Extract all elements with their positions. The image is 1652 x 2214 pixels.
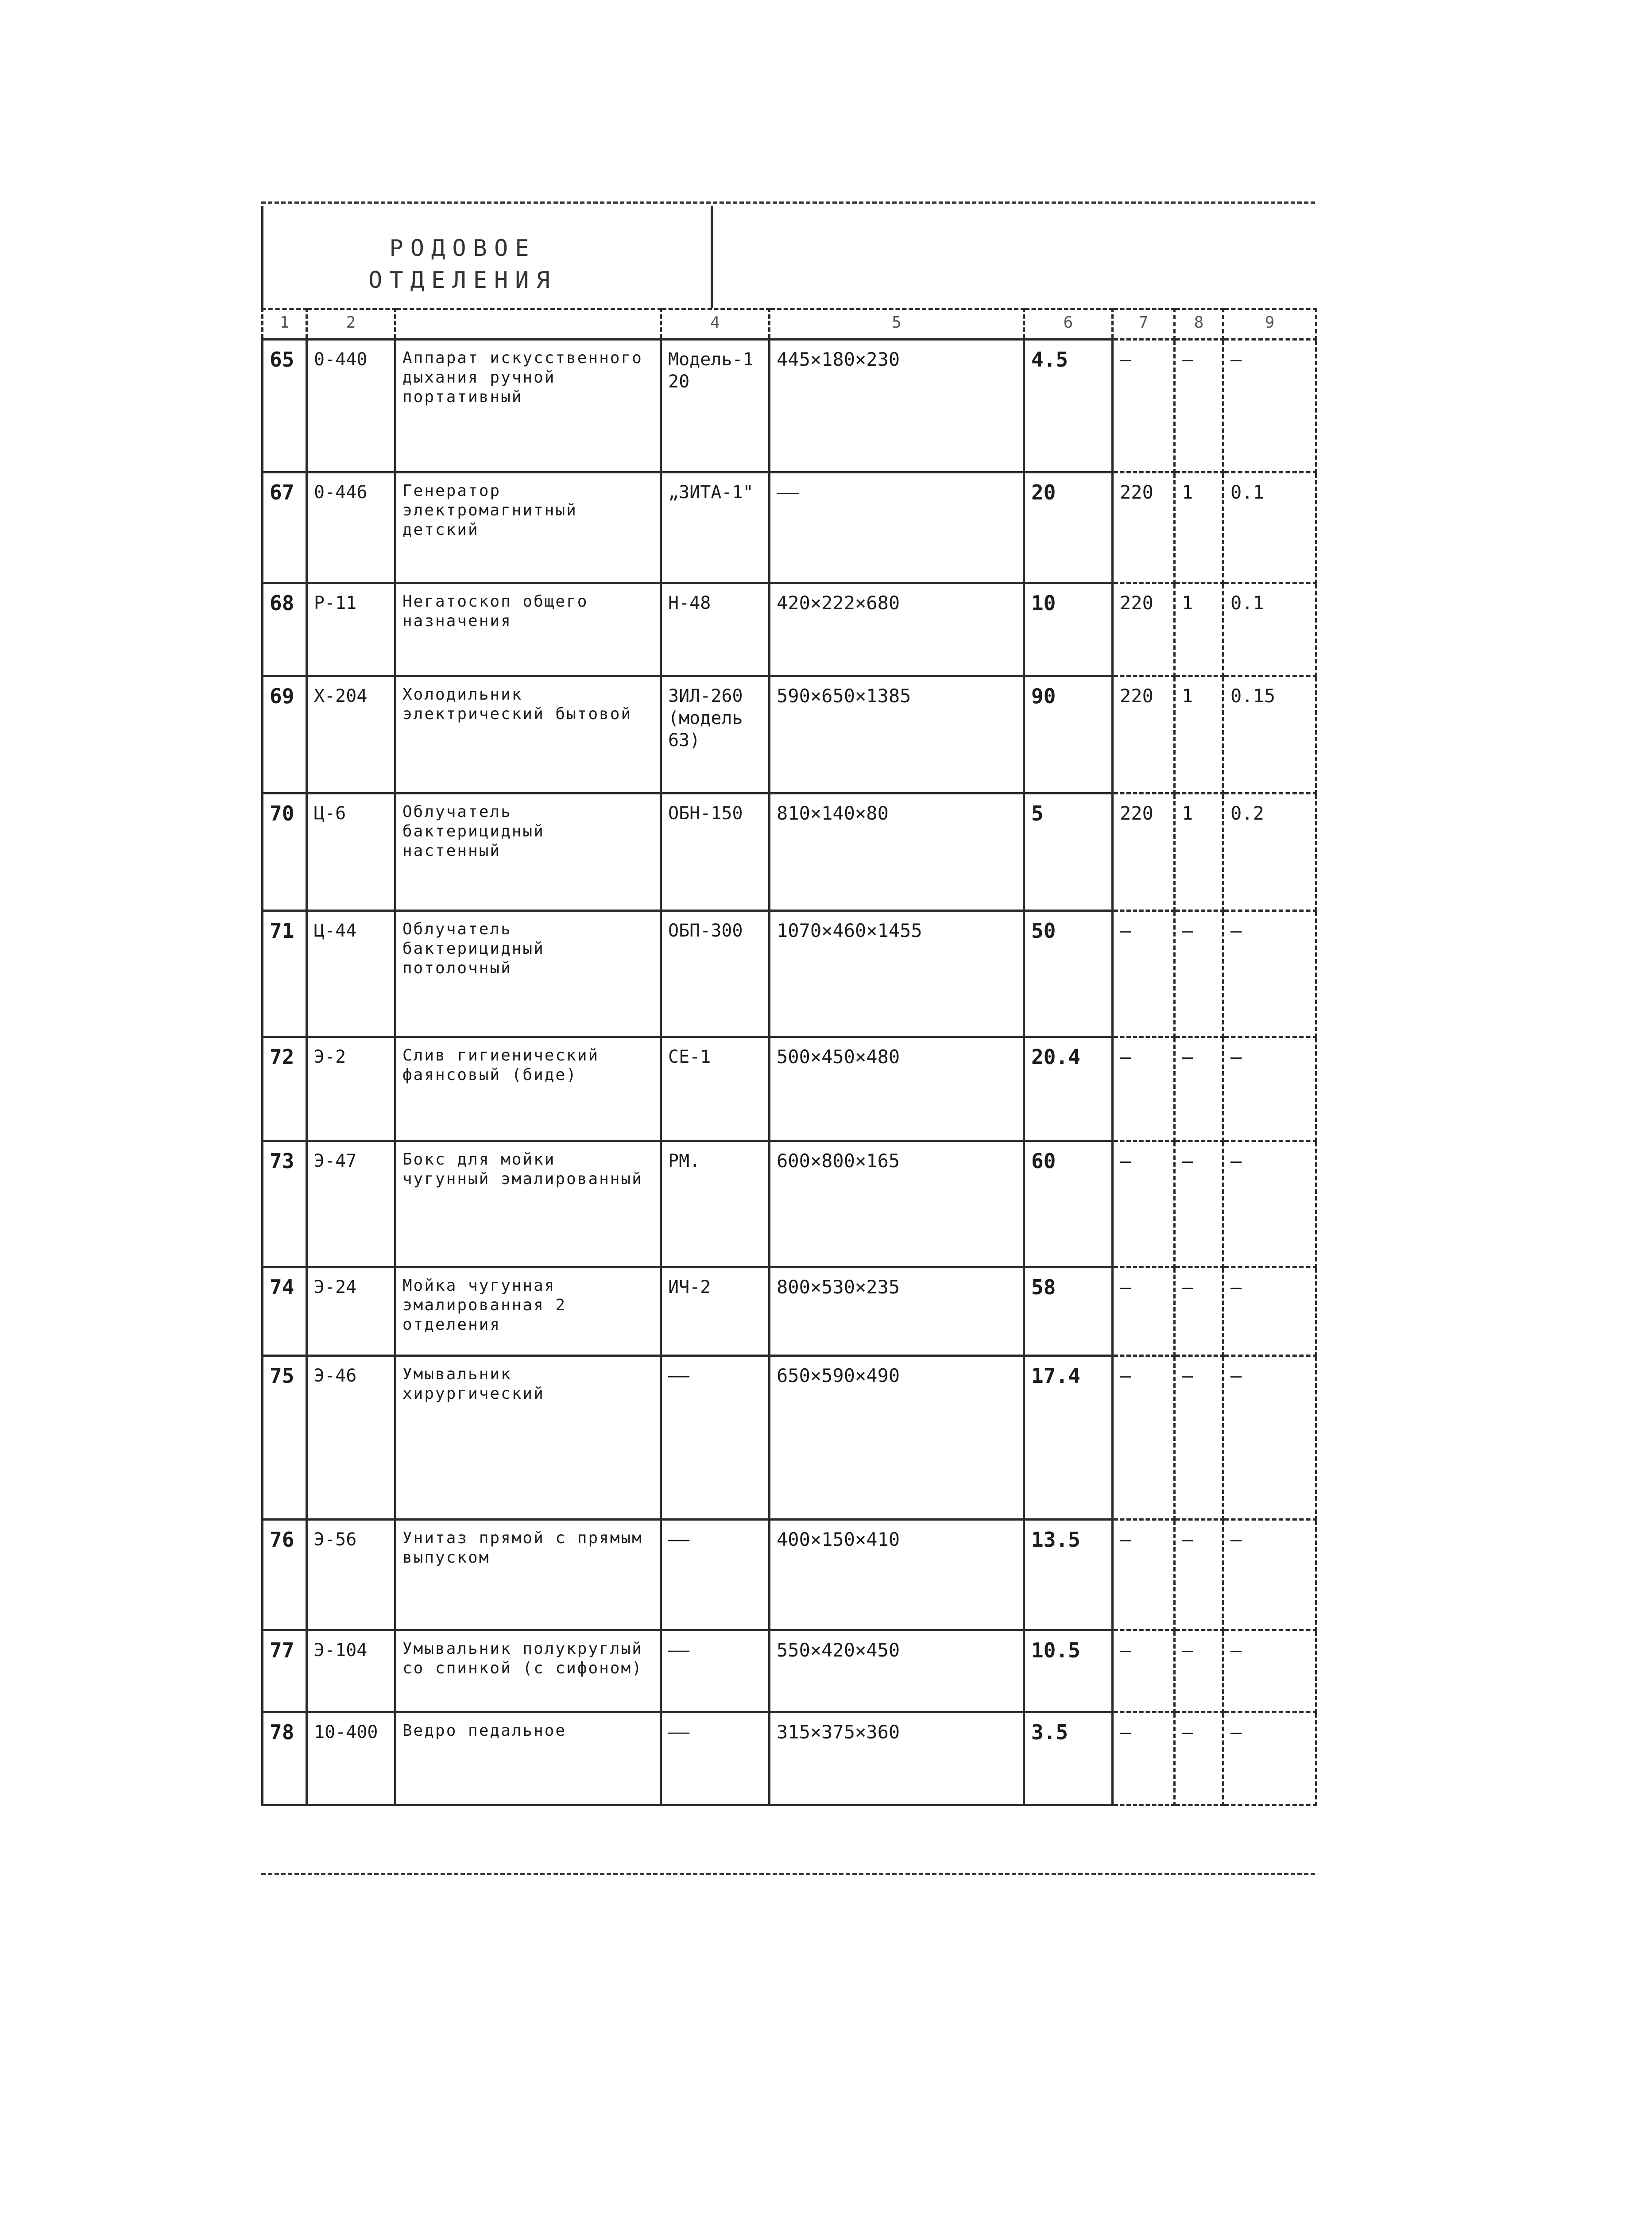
table-row (263, 340, 1316, 472)
item-code-cell: Р-11 (307, 583, 395, 676)
item-code-cell: Х-204 (307, 676, 395, 793)
item-power-cell: — (1223, 340, 1316, 472)
item-phase-cell: — (1175, 340, 1223, 472)
item-phase-cell: 1 (1175, 472, 1223, 583)
item-dimensions-cell: 550×420×450 (770, 1630, 1024, 1712)
item-code-cell: Э-104 (307, 1630, 395, 1712)
item-voltage-cell: — (1113, 1630, 1175, 1712)
table-row (263, 1712, 1316, 1805)
colnum-cell: 7 (1113, 309, 1175, 340)
colnum-cell: 5 (770, 309, 1024, 340)
item-power-cell: 0.1 (1223, 583, 1316, 676)
table-row (263, 911, 1316, 1037)
department-title-line-1: РОДОВОЕ (389, 235, 536, 262)
item-model-cell: РМ. (661, 1141, 770, 1267)
row-number-cell: 65 (263, 340, 307, 472)
item-phase-cell: 1 (1175, 583, 1223, 676)
item-phase-cell: 1 (1175, 676, 1223, 793)
item-power-cell: — (1223, 1712, 1316, 1805)
item-code-cell: Э-24 (307, 1267, 395, 1356)
item-name-cell: Негатоскоп общего назначения (395, 583, 661, 676)
item-model-cell: —— (661, 1630, 770, 1712)
row-number-cell: 67 (263, 472, 307, 583)
table-row (263, 583, 1316, 676)
item-name-cell: Облучатель бактерицидный потолочный (395, 911, 661, 1037)
item-mass-cell: 10 (1024, 583, 1113, 676)
item-dimensions-cell: 810×140×80 (770, 793, 1024, 911)
item-dimensions-cell: 500×450×480 (770, 1037, 1024, 1141)
item-power-cell: — (1223, 1356, 1316, 1520)
item-power-cell: — (1223, 911, 1316, 1037)
item-phase-cell: — (1175, 1267, 1223, 1356)
item-model-cell: —— (661, 1712, 770, 1805)
item-code-cell: Э-56 (307, 1520, 395, 1630)
item-dimensions-cell: 420×222×680 (770, 583, 1024, 676)
item-name-cell: Облучатель бактерицидный настенный (395, 793, 661, 911)
item-power-cell: 0.2 (1223, 793, 1316, 911)
item-dimensions-cell: 590×650×1385 (770, 676, 1024, 793)
equipment-table (261, 308, 1317, 1806)
colnum-cell (395, 309, 661, 340)
item-voltage-cell: — (1113, 1141, 1175, 1267)
item-phase-cell: — (1175, 911, 1223, 1037)
item-model-cell: ЗИЛ-260 (модель 63) (661, 676, 770, 793)
item-voltage-cell: 220 (1113, 793, 1175, 911)
item-model-cell: ОБП-300 (661, 911, 770, 1037)
item-voltage-cell: — (1113, 1520, 1175, 1630)
item-phase-cell: — (1175, 1037, 1223, 1141)
item-code-cell: Ц-6 (307, 793, 395, 911)
item-name-cell: Бокс для мойки чугунный эмалированный (395, 1141, 661, 1267)
item-dimensions-cell: 800×530×235 (770, 1267, 1024, 1356)
item-voltage-cell: — (1113, 1712, 1175, 1805)
item-model-cell: „ЗИТА-1" (661, 472, 770, 583)
table-row (263, 676, 1316, 793)
item-mass-cell: 3.5 (1024, 1712, 1113, 1805)
colnum-cell: 4 (661, 309, 770, 340)
row-number-cell: 73 (263, 1141, 307, 1267)
item-mass-cell: 13.5 (1024, 1520, 1113, 1630)
item-model-cell: Н-48 (661, 583, 770, 676)
colnum-cell: 2 (307, 309, 395, 340)
item-dimensions-cell: 1070×460×1455 (770, 911, 1024, 1037)
item-mass-cell: 58 (1024, 1267, 1113, 1356)
colnum-cell: 1 (263, 309, 307, 340)
table-row (263, 1630, 1316, 1712)
bottom-rule (261, 1873, 1315, 1875)
item-dimensions-cell: 400×150×410 (770, 1520, 1024, 1630)
item-phase-cell: — (1175, 1141, 1223, 1267)
colnum-cell: 9 (1223, 309, 1316, 340)
table-row (263, 793, 1316, 911)
row-number-cell: 76 (263, 1520, 307, 1630)
item-voltage-cell: — (1113, 1267, 1175, 1356)
item-dimensions-cell: 650×590×490 (770, 1356, 1024, 1520)
item-voltage-cell: — (1113, 1037, 1175, 1141)
row-number-cell: 68 (263, 583, 307, 676)
item-phase-cell: — (1175, 1520, 1223, 1630)
row-number-cell: 74 (263, 1267, 307, 1356)
item-mass-cell: 20 (1024, 472, 1113, 583)
item-model-cell: ИЧ-2 (661, 1267, 770, 1356)
item-name-cell: Унитаз прямой с прямым выпуском (395, 1520, 661, 1630)
item-phase-cell: — (1175, 1630, 1223, 1712)
table-row (263, 1356, 1316, 1520)
item-power-cell: — (1223, 1267, 1316, 1356)
item-name-cell: Холодильник электрический бытовой (395, 676, 661, 793)
item-name-cell: Слив гигиенический фаянсовый (биде) (395, 1037, 661, 1141)
colnum-cell: 8 (1175, 309, 1223, 340)
item-code-cell: 0-446 (307, 472, 395, 583)
table-row (263, 1141, 1316, 1267)
item-power-cell: 0.1 (1223, 472, 1316, 583)
item-dimensions-cell: 600×800×165 (770, 1141, 1024, 1267)
item-model-cell: СЕ-1 (661, 1037, 770, 1141)
item-name-cell: Умывальник полукруглый со спинкой (с сифоном) (395, 1630, 661, 1712)
document-sheet (261, 201, 1324, 1884)
item-mass-cell: 17.4 (1024, 1356, 1113, 1520)
item-voltage-cell: 220 (1113, 583, 1175, 676)
item-model-cell: ОБН-150 (661, 793, 770, 911)
item-phase-cell: — (1175, 1356, 1223, 1520)
item-mass-cell: 20.4 (1024, 1037, 1113, 1141)
department-title (352, 232, 573, 296)
item-mass-cell: 5 (1024, 793, 1113, 911)
item-code-cell: Э-47 (307, 1141, 395, 1267)
row-number-cell: 75 (263, 1356, 307, 1520)
column-number-row (263, 309, 1316, 340)
item-phase-cell: — (1175, 1712, 1223, 1805)
item-name-cell: Мойка чугунная эмалированная 2 отделения (395, 1267, 661, 1356)
item-voltage-cell: — (1113, 340, 1175, 472)
department-header-box (261, 206, 713, 308)
item-power-cell: — (1223, 1141, 1316, 1267)
colnum-cell: 6 (1024, 309, 1113, 340)
item-power-cell: — (1223, 1630, 1316, 1712)
item-model-cell: —— (661, 1356, 770, 1520)
item-name-cell: Генератор электромагнитный детский (395, 472, 661, 583)
item-code-cell: Э-2 (307, 1037, 395, 1141)
item-voltage-cell: 220 (1113, 472, 1175, 583)
item-phase-cell: 1 (1175, 793, 1223, 911)
item-voltage-cell: 220 (1113, 676, 1175, 793)
item-mass-cell: 60 (1024, 1141, 1113, 1267)
item-mass-cell: 10.5 (1024, 1630, 1113, 1712)
table-row (263, 1037, 1316, 1141)
item-model-cell: —— (661, 1520, 770, 1630)
item-dimensions-cell: —— (770, 472, 1024, 583)
item-code-cell: 10-400 (307, 1712, 395, 1805)
table-row (263, 1520, 1316, 1630)
item-dimensions-cell: 315×375×360 (770, 1712, 1024, 1805)
department-title-line-2: ОТДЕЛЕНИЯ (368, 267, 557, 294)
item-power-cell: 0.15 (1223, 676, 1316, 793)
row-number-cell: 77 (263, 1630, 307, 1712)
row-number-cell: 70 (263, 793, 307, 911)
table-row (263, 472, 1316, 583)
table-row (263, 1267, 1316, 1356)
row-number-cell: 69 (263, 676, 307, 793)
item-voltage-cell: — (1113, 911, 1175, 1037)
item-name-cell: Аппарат искусственного дыхания ручной портативный (395, 340, 661, 472)
item-code-cell: 0-440 (307, 340, 395, 472)
item-name-cell: Ведро педальное (395, 1712, 661, 1805)
item-name-cell: Умывальник хирургический (395, 1356, 661, 1520)
item-mass-cell: 4.5 (1024, 340, 1113, 472)
top-rule (261, 201, 1315, 204)
item-voltage-cell: — (1113, 1356, 1175, 1520)
item-model-cell: Модель-120 (661, 340, 770, 472)
row-number-cell: 71 (263, 911, 307, 1037)
item-mass-cell: 50 (1024, 911, 1113, 1037)
item-power-cell: — (1223, 1520, 1316, 1630)
item-power-cell: — (1223, 1037, 1316, 1141)
item-code-cell: Э-46 (307, 1356, 395, 1520)
row-number-cell: 78 (263, 1712, 307, 1805)
row-number-cell: 72 (263, 1037, 307, 1141)
item-mass-cell: 90 (1024, 676, 1113, 793)
item-code-cell: Ц-44 (307, 911, 395, 1037)
item-dimensions-cell: 445×180×230 (770, 340, 1024, 472)
